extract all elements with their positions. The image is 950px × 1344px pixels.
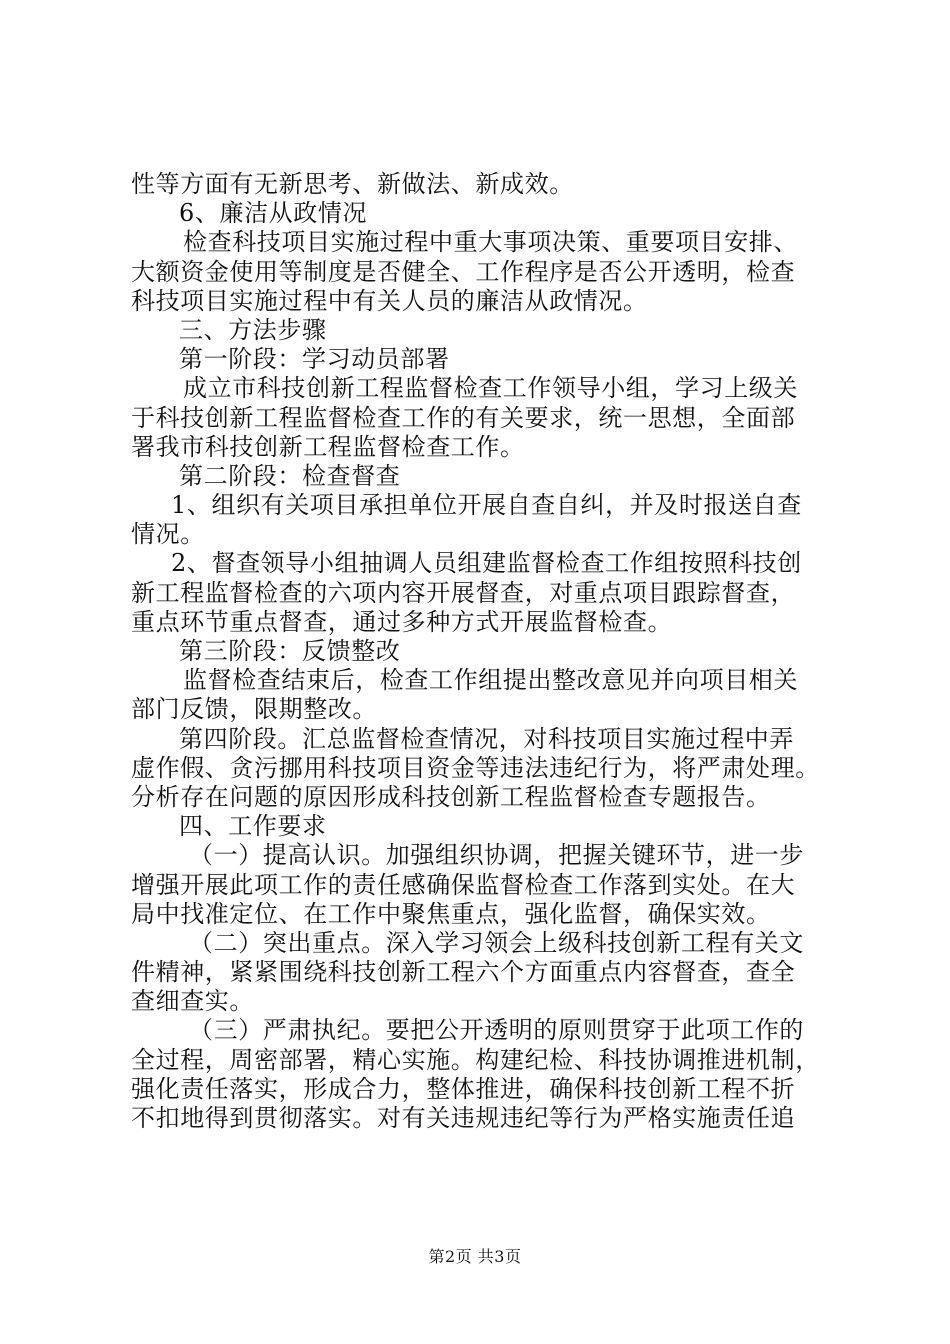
text-line: 性等方面有无新思考、新做法、新成效。 (131, 170, 574, 198)
text-line: 件精神，紧紧围绕科技创新工程六个方面重点内容督查，查全 (131, 958, 796, 987)
text-line: 署我市科技创新工程监督检查工作。 (131, 432, 525, 461)
text-line: 增强开展此项工作的责任感确保监督检查工作落到实处。在大 (131, 870, 796, 899)
text-line: 局中找准定位、在工作中聚焦重点，强化监督，确保实效。 (131, 899, 771, 928)
text-line: 分析存在问题的原因形成科技创新工程监督检查专题报告。 (131, 782, 771, 811)
text-line: 6、廉洁从政情况 (179, 199, 368, 228)
body-text (131, 170, 831, 1133)
stage-heading: 第二阶段：检查督查 (179, 461, 401, 490)
text-line: 查细查实。 (131, 987, 254, 1016)
text-line: 2、督查领导小组抽调人员组建监督检查工作组按照科技创 (171, 549, 802, 578)
text-line: 第四阶段。汇总监督检查情况，对科技项目实施过程中弄 (179, 724, 794, 753)
text-line: 检查科技项目实施过程中重大事项决策、重要项目安排、 (183, 228, 798, 257)
text-line: 重点环节重点督查，通过多种方式开展监督检查。 (131, 607, 673, 636)
text-line: 不扣地得到贯彻落实。对有关违规违纪等行为严格实施责任追 (131, 1104, 796, 1132)
text-line: 于科技创新工程监督检查工作的有关要求，统一思想，全面部 (131, 403, 796, 432)
section-heading: 四、工作要求 (179, 812, 327, 841)
page-footer: 第2页 共3页 (428, 1247, 522, 1266)
text-line: 监督检查结束后，检查工作组提出整改意见并向项目相关 (183, 666, 798, 695)
text-line: 部门反馈，限期整改。 (131, 695, 377, 724)
text-line: （三）严肃执纪。要把公开透明的原则贯穿于此项工作的 (189, 1016, 804, 1045)
text-line: 科技项目实施过程中有关人员的廉洁从政情况。 (131, 286, 648, 315)
text-line: 成立市科技创新工程监督检查工作领导小组，学习上级关 (183, 374, 798, 403)
stage-heading: 第一阶段：学习动员部署 (179, 345, 450, 374)
text-line: 情况。 (131, 520, 205, 549)
text-line: 新工程监督检查的六项内容开展督查，对重点项目跟踪督查， (131, 578, 796, 607)
text-line: 1、组织有关项目承担单位开展自查自纠，并及时报送自查 (171, 491, 802, 520)
text-line: 大额资金使用等制度是否健全、工作程序是否公开透明，检查 (131, 257, 796, 286)
text-line: （二）突出重点。深入学习领会上级科技创新工程有关文 (189, 928, 804, 957)
stage-heading: 第三阶段：反馈整改 (179, 637, 401, 665)
text-line: 强化责任落实，形成合力，整体推进，确保科技创新工程不折 (131, 1074, 796, 1103)
text-line: （一）提高认识。加强组织协调，把握关键环节，进一步 (189, 841, 804, 870)
text-line: 全过程，周密部署，精心实施。构建纪检、科技协调推进机制， (131, 1045, 820, 1074)
text-line: 虚作假、贪污挪用科技项目资金等违法违纪行为，将严肃处理。 (131, 753, 820, 782)
section-heading: 三、方法步骤 (179, 315, 327, 344)
